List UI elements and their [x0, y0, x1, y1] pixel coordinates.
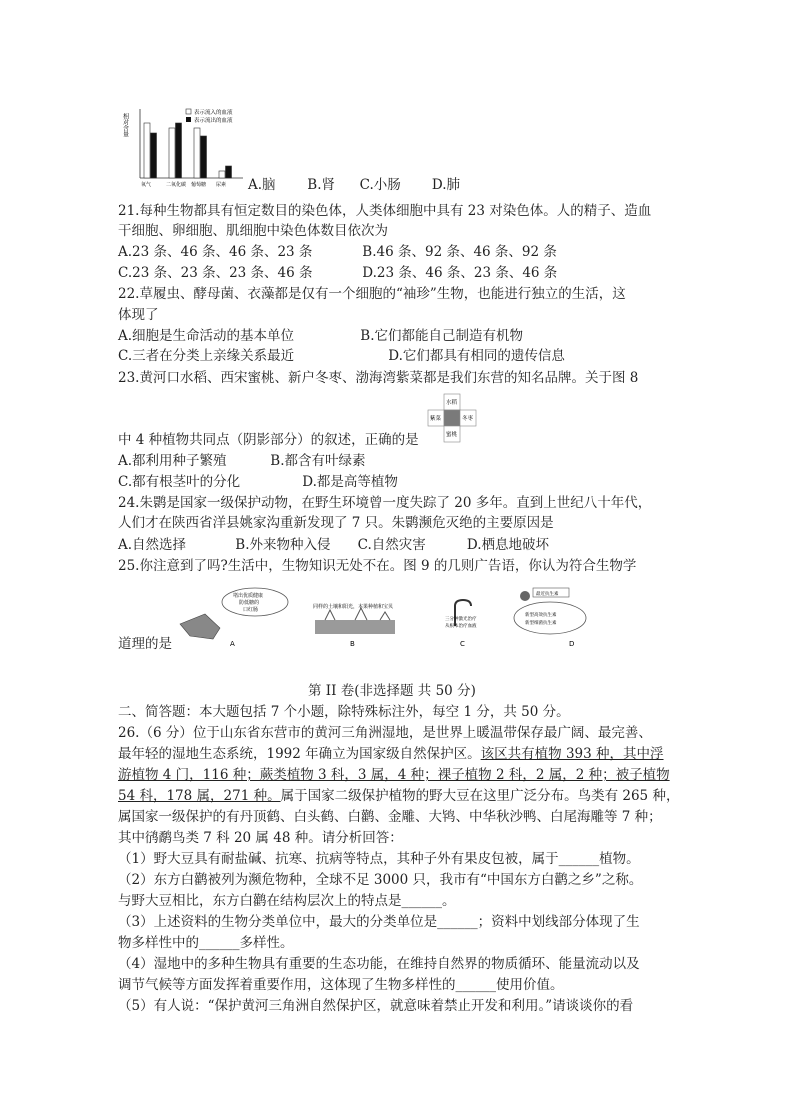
fig-label-rice: 水稻 [446, 400, 458, 406]
chart-ylabel: 相对含量 [121, 113, 129, 137]
ad-c-letter: C [460, 640, 465, 648]
q22-options-row2 [118, 347, 565, 366]
q21-option-b[interactable]: B.46 条、92 条、46 条、92 条 [362, 244, 557, 260]
q23-venn-figure [426, 392, 478, 444]
q26-sub3-line2: 物多样性中的______多样性。 [118, 935, 294, 951]
ad-b-letter: B [350, 640, 355, 648]
q26-sub5: （5）有人说：“保护黄河三角洲自然保护区，就意味着禁止开发和利用。”请谈谈你的看 [118, 998, 634, 1014]
bar-inflow-0 [144, 123, 150, 178]
q25-stem-line1: 25.你注意到了吗?生活中，生物知识无处不在。图 9 的几则广告语，你认为符合生物学 [118, 558, 637, 574]
q20-options [248, 176, 460, 195]
ad-d-letter: D [569, 640, 575, 648]
q21-option-d[interactable]: D.23 条、46 条、23 条、46 条 [362, 265, 558, 281]
ad-d-text1: 最近抗生素 [536, 592, 559, 597]
q26-underlined-part2: 54 科，178 属，271 种。 [118, 788, 281, 804]
q21-options-row2 [118, 264, 557, 283]
ad-a-text3: 口红肠 [243, 607, 259, 613]
x-tick-label-2: 葡萄糖 [191, 182, 207, 188]
q20-option-d[interactable]: D.肺 [431, 177, 461, 193]
ad-d-text3: 新型细菌抗生素 [525, 621, 557, 626]
q22-option-b[interactable]: B.它们都能自己制造有机物 [360, 328, 524, 344]
q22-option-c[interactable]: C.三者在分类上亲缘关系最近 [118, 348, 295, 364]
bar-inflow-1 [169, 128, 175, 178]
ad-d-text2: 新型高效抗生素 [525, 613, 557, 618]
q23-option-c[interactable]: C.都有根茎叶的分化 [118, 474, 241, 490]
shared-region [444, 410, 460, 426]
q22-stem-line1: 22.草履虫、酵母菌、衣藻都是仅有一个细胞的“袖珍”生物，也能进行独立的生活，这 [118, 286, 626, 302]
q26-underlined-line3: 游植物 4 门，116 种；蕨类植物 3 科，3 属，4 种；裸子植物 2 科，2 属，2 种；被子植物 [118, 767, 670, 783]
ad-c-illustration [445, 600, 477, 648]
q26-sub3-line1: （3）上述资料的生物分类单位中，最大的分类单位是______；资料中划线部分体现了生 [118, 914, 640, 930]
q21-options-row1 [118, 243, 557, 262]
q26-sub4-line1: （4）湿地中的多种生物具有重要的生态功能，在维持自然界的物质循环、能量流动以及 [118, 956, 640, 972]
ad-b-illustration [313, 603, 395, 648]
q23-options-row1 [118, 452, 366, 471]
bar-outflow-2 [201, 136, 207, 178]
q26-line6: 其中鸻鹬鸟类 7 科 20 属 48 种。请分析回答： [118, 830, 403, 846]
q23-option-a[interactable]: A.都利用种子繁殖 [118, 453, 227, 469]
q22-option-d[interactable]: D.它们都具有相同的遗传信息 [388, 348, 565, 364]
q26-line1: 26.（6 分）位于山东省东营市的黄河三角洲湿地，是世界上暖温带保存最广阔、最完善、 [118, 725, 652, 741]
q24-option-d[interactable]: D.栖息地破坏 [466, 537, 550, 553]
ad-c-text1: 三分钟激光治疗 [445, 617, 477, 622]
x-tick-label-1: 二氧化碳 [166, 182, 187, 188]
q20-bar-chart [118, 103, 248, 193]
bar-outflow-3 [226, 166, 232, 178]
ad-a-text1: 堵出优质健康 [233, 593, 264, 599]
q20-option-c[interactable]: C.小肠 [359, 177, 401, 193]
legend-label-inflow: 表示流入的血液 [194, 110, 233, 116]
q20-chart-svg [118, 103, 248, 193]
fig-label-laver: 紫菜 [430, 416, 442, 422]
q26-line2 [118, 745, 664, 764]
part2-title: 第 II 卷(非选择题 共 50 分) [308, 683, 476, 699]
q24-option-a[interactable]: A.自然选择 [118, 537, 187, 553]
q20-option-b[interactable]: B.肾 [307, 177, 336, 193]
ad-c-text2: 从根本治疗血液 [445, 624, 477, 629]
ad-a-text2: 防低糖的 [239, 600, 260, 606]
x-tick-label-0: 氧气 [141, 182, 152, 188]
ad-a-letter: A [230, 640, 235, 648]
legend-swatch-outflow [186, 117, 191, 122]
fig-label-peach: 蜜桃 [446, 432, 458, 438]
q26-sub2-line2: 与野大豆相比，东方白鹳在结构层次上的特点是______。 [118, 893, 456, 909]
q22-options-row1 [118, 327, 523, 346]
q22-option-a[interactable]: A.细胞是生命活动的基本单位 [118, 328, 295, 344]
q23-stem-line2: 中 4 种植物共同点（阴影部分）的叙述，正确的是 [118, 432, 419, 448]
q21-stem-line1: 21.每种生物都具有恒定数目的染色体，人类体细胞中具有 23 对染色体。人的精子、造血 [118, 203, 652, 219]
q25-ad-figures [175, 584, 615, 650]
q24-options [118, 536, 549, 555]
ad-a-illustration [180, 588, 288, 648]
q23-option-b[interactable]: B.都含有叶绿素 [270, 453, 366, 469]
legend-swatch-inflow [186, 109, 191, 114]
q23-options-row2 [118, 473, 398, 492]
q24-stem-line1: 24.朱鹮是国家一级保护动物，在野生环境曾一度失踪了 20 多年。直到上世纪八十年代， [118, 495, 652, 511]
q26-sub4-line2: 调节气候等方面发挥着重要作用，这体现了生物多样性的______使用价值。 [118, 977, 564, 993]
bar-outflow-0 [151, 133, 157, 178]
q26-line4-text: 属于国家二级保护植物的野大豆在这里广泛分布。鸟类有 265 种， [280, 788, 680, 804]
q25-stem-line2: 道理的是 [118, 636, 172, 652]
q26-sub2-line1: （2）东方白鹳被列为濒危物种，全球不足 3000 只，我市有“中国东方白鹳之乡”之称。 [118, 872, 643, 888]
ad-b-text1: 同样的土壤和阳光，本果种植和宝贝 [313, 604, 394, 610]
bar-outflow-1 [176, 123, 182, 178]
q26-line5: 属国家一级保护的有丹顶鹤、白头鹤、白鹳、金雕、大鸨、中华秋沙鸭、白尾海雕等 7 种； [118, 809, 662, 825]
fig-label-jujube: 冬枣 [462, 416, 474, 422]
q23-figure-svg [426, 392, 478, 444]
q26-line4 [118, 787, 679, 806]
q23-option-d[interactable]: D.都是高等植物 [302, 474, 398, 490]
bar-inflow-3 [219, 171, 225, 178]
q21-stem-line2: 干细胞、卵细胞、肌细胞中染色体数目依次为 [118, 223, 388, 239]
q22-stem-line2: 体现了 [118, 307, 159, 323]
part2-intro: 二、简答题：本大题包括 7 个小题，除特殊标注外，每空 1 分，共 50 分。 [118, 704, 570, 720]
q24-stem-line2: 人们才在陕西省洋县姚家沟重新发现了 7 只。朱鹮濒危灭绝的主要原因是 [118, 515, 554, 531]
q26-sub1: （1）野大豆具有耐盐碱、抗寒、抗病等特点，其种子外有果皮包被，属于______植物。 [118, 851, 640, 867]
q24-option-b[interactable]: B.外来物种入侵 [235, 537, 331, 553]
q20-option-a[interactable]: A.脑 [248, 177, 276, 193]
q25-figure-svg [175, 584, 615, 650]
ad-d-illustration [514, 588, 586, 648]
q26-line2-text: 最年轻的湿地生态系统，1992 年确立为国家级自然保护区。 [118, 746, 481, 762]
q26-underlined-part1: 该区共有植物 393 种，其中浮 [480, 746, 664, 762]
bar-inflow-2 [194, 128, 200, 178]
q21-option-a[interactable]: A.23 条、46 条、46 条、23 条 [118, 244, 313, 260]
q24-option-c[interactable]: C.自然灾害 [357, 537, 426, 553]
q23-stem-line1: 23.黄河口水稻、西宋蜜桃、新户冬枣、渤海湾紫菜都是我们东营的知名品牌。关于图 8 [118, 370, 639, 386]
legend-label-outflow: 表示流出的血液 [194, 118, 233, 124]
q21-option-c[interactable]: C.23 条、23 条、23 条、46 条 [118, 265, 313, 281]
x-tick-label-3: 尿素 [216, 182, 227, 188]
